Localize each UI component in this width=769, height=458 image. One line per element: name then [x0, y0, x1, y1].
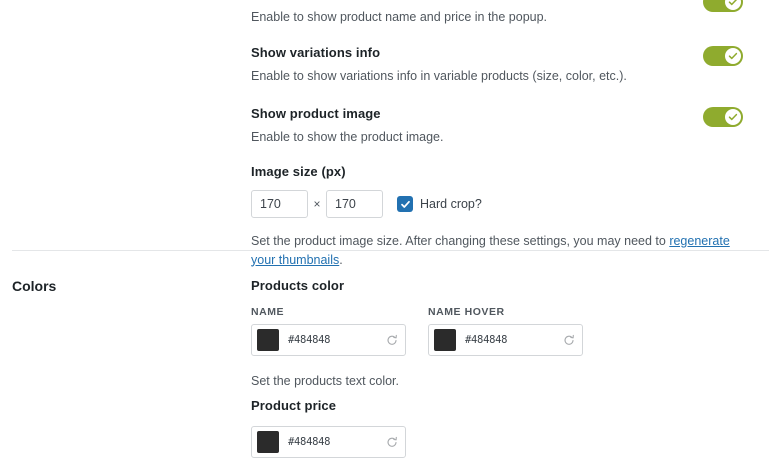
size-separator: ×	[313, 197, 321, 211]
show-product-image-toggle[interactable]	[703, 107, 743, 127]
setting-row-show-product-image	[0, 106, 769, 147]
name-color-field-group	[251, 306, 406, 356]
setting-row-show-variations	[0, 45, 769, 86]
popup-info-description: Enable to show product name and price in the popup.	[251, 10, 548, 24]
image-width-input[interactable]	[251, 190, 308, 218]
products-color-description: Set the products text color.	[251, 374, 399, 388]
reset-icon[interactable]	[384, 436, 400, 448]
name-hover-color-swatch[interactable]	[434, 329, 456, 351]
image-height-input[interactable]	[326, 190, 383, 218]
name-hover-color-field-group	[428, 306, 583, 356]
product-price-color-swatch[interactable]	[257, 431, 279, 453]
setting-row-popup-info	[0, 8, 769, 27]
name-color-label: NAME	[251, 306, 285, 318]
product-price-color-value: #484848	[288, 436, 331, 448]
name-color-picker[interactable]	[251, 324, 406, 356]
checkmark-icon[interactable]	[397, 196, 413, 212]
hard-crop-label: Hard crop?	[420, 197, 482, 211]
show-variations-toggle[interactable]	[703, 46, 743, 66]
hard-crop-checkbox-wrap[interactable]	[397, 196, 482, 212]
reset-icon[interactable]	[561, 334, 577, 346]
setting-row-product-price	[0, 398, 769, 458]
show-variations-title: Show variations info	[251, 45, 381, 60]
products-color-fields	[251, 306, 751, 356]
section-divider	[12, 250, 769, 251]
regenerate-thumbnails-link[interactable]: regenerate your thumbnails	[251, 234, 730, 267]
product-price-color-picker[interactable]	[251, 426, 406, 458]
check-icon	[725, 0, 741, 10]
check-icon	[725, 48, 741, 64]
show-variations-description: Enable to show variations info in variable products (size, color, etc.).	[251, 69, 627, 83]
products-color-title: Products color	[251, 278, 345, 293]
reset-icon[interactable]	[384, 334, 400, 346]
check-icon	[725, 109, 741, 125]
name-color-value: #484848	[288, 334, 331, 346]
popup-info-toggle[interactable]	[703, 0, 743, 12]
image-size-description-text: Set the product image size. After changing these settings, you may need to	[251, 234, 670, 248]
name-color-swatch[interactable]	[257, 329, 279, 351]
image-size-title: Image size (px)	[251, 164, 346, 179]
name-hover-color-label: NAME HOVER	[428, 306, 505, 318]
show-product-image-title: Show product image	[251, 106, 381, 121]
product-price-title: Product price	[251, 398, 337, 413]
name-hover-color-picker[interactable]	[428, 324, 583, 356]
setting-row-image-size	[0, 164, 769, 270]
image-size-controls	[251, 190, 751, 218]
show-product-image-description: Enable to show the product image.	[251, 130, 444, 144]
image-size-description-period: .	[339, 252, 343, 267]
colors-section-label: Colors	[12, 278, 57, 294]
name-hover-color-value: #484848	[465, 334, 508, 346]
setting-row-products-color	[0, 278, 769, 391]
